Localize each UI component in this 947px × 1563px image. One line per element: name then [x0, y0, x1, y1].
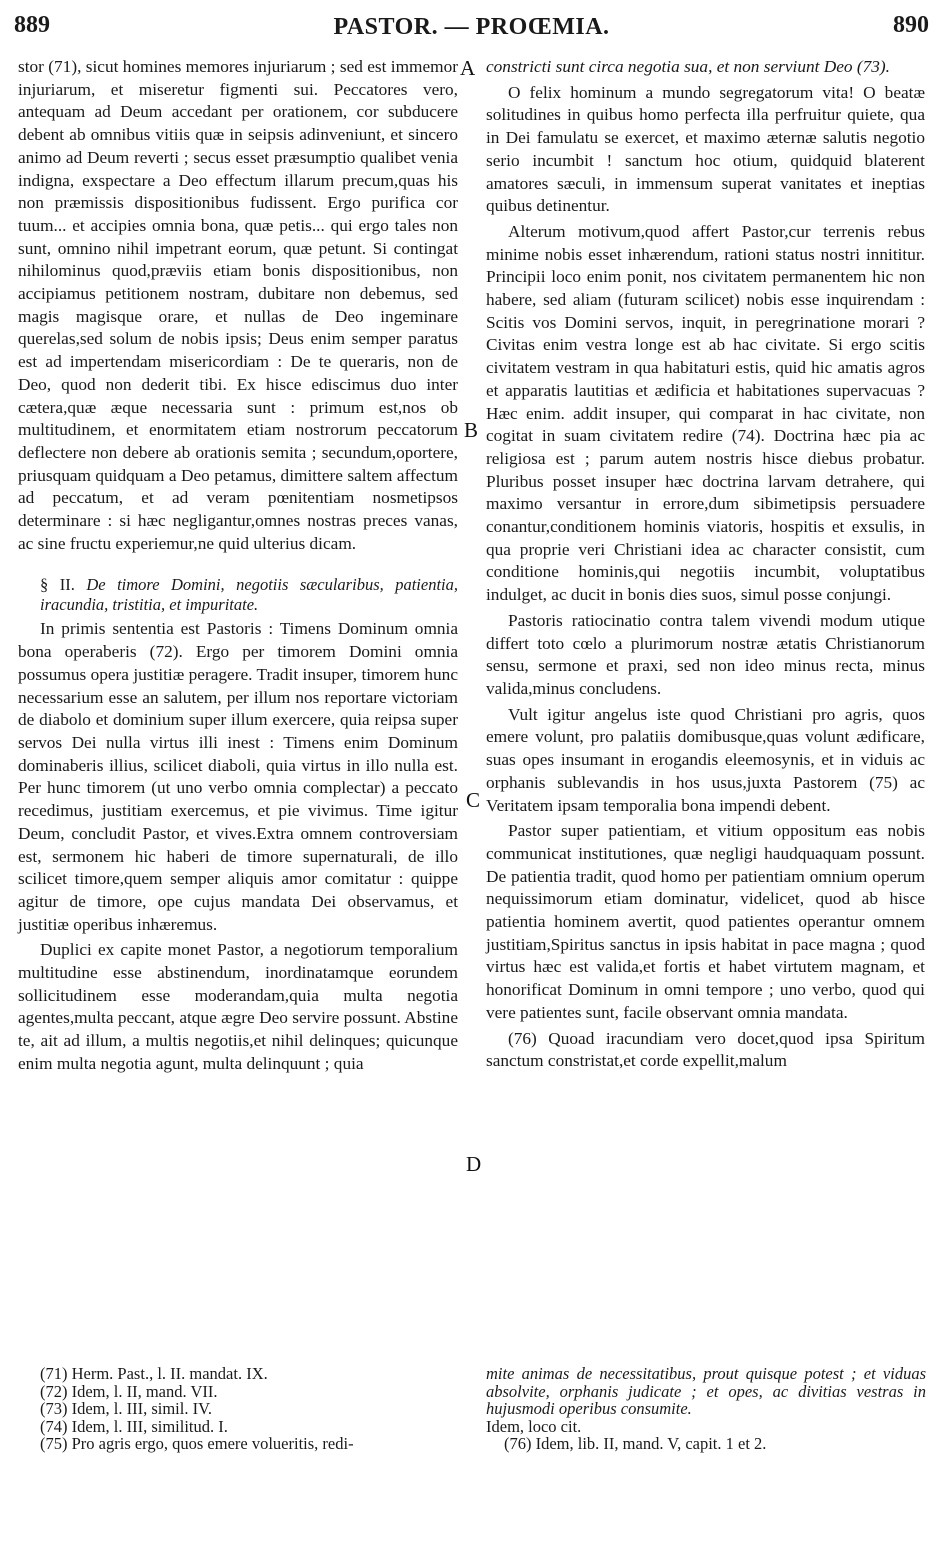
- section-number: § II.: [40, 575, 75, 595]
- margin-letter-b: B: [464, 418, 479, 442]
- footnote: (71) Herm. Past., l. II. mandat. IX.: [40, 1364, 268, 1383]
- right-column: [486, 56, 925, 1073]
- footnotes-left: [40, 1365, 460, 1453]
- footnote: (72) Idem, l. II, mand. VII.: [40, 1381, 218, 1401]
- paragraph: Pastor super patientiam, et vitium oppositum eas nobis communicat institutiones, quæ negligi haudquaquam possunt. De patientia tradit, quod homo per patientiam omnium operum nequissimorum etiam dominatur, videlicet, quod ab hisce patientia hominem avertit, quod patientes operantur omnem justitiam,Spiritus sanctus in ipsis habitat in pace magna ; quod virtus hæc est valida,et fortis et habet virtutem magnam, et honorificat Dominum in omni tempore ; uno verbo, quod qui vere patientes sunt, facile observant omnia mandata.: [486, 821, 925, 1022]
- footnote: (74) Idem, l. III, similitud. I.: [40, 1416, 228, 1436]
- paragraph: Vult igitur angelus iste quod Christiani pro agris, quos emere volunt, pro palatiis domibusque,quas volunt ædificare, suas opes insumant in erogandis eleemosynis, et in viduis ac orphanis sublevandis in hos usus,juxta Pastorem (75) ac Veritatem ipsam temporalia bona impendi debent.: [486, 704, 925, 815]
- footnotes-right: [486, 1365, 926, 1453]
- footnote: (76) Idem, lib. II, mand. V, capit. 1 et 2.: [504, 1434, 767, 1454]
- running-title: PASTOR. — PROŒMIA.: [333, 14, 610, 40]
- paragraph: constricti sunt circa negotia sua, et non serviunt Deo (73).: [486, 57, 890, 76]
- margin-letter-a: A: [460, 56, 476, 80]
- page-number-right: 890: [893, 12, 929, 38]
- running-head: [14, 12, 929, 46]
- footnote: (73) Idem, l. III, simil. IV.: [40, 1399, 213, 1419]
- paragraph: Duplici ex capite monet Pastor, a negotiorum temporalium multitudine esse abstinendum, inordinatamque eorundem sollicitudinem esse moderandam,quia multa negotia agentes,multa peccant, atque ægre Deo servire possunt. Abstine te, ait ad illum, a multis negotiis,et nihil delinques; quicunque enim multa negotia agunt, multa delinquunt ; quia: [18, 940, 458, 1073]
- footnote-continuation: mite animas de necessitatibus, prout quisque potest ; et viduas absolvite, orphanis judicate ; et opes, ac divitias vestras in hujusmodi operibus consumite.: [486, 1364, 926, 1419]
- section-heading: [18, 575, 458, 615]
- section-title: De timore Domini, negotiis sæcularibus, patientia, iracundia, tristitia, et impuritate.: [40, 575, 459, 615]
- paragraph: Alterum motivum,quod affert Pastor,cur terrenis rebus minime nobis esset inhærendum, rationi status nostri innititur. Principii loco enim ponit, nos civitatem permanentem hic non habere, sed aliam (futuram scilicet) nobis esse inquirendam : Scitis vos Domini servos, inquit, in peregrinatione morari ? Civitas enim vestra longe est ab hac civitate. Si ergo scitis civitatem vestram in qua habitaturi estis, quid hic amatis agros et apparatis lautitias et ædificia et habitationes supervacuas ? Hæc enim. addit insuper, qui comparat in hac civitate, non cogitat in suam civitatem redire (74). Doctrina hæc pia ac religiosa est ; parum autem nostris hisce diebus probatur. Pluribus posset insuper hæc doctrina larvam detrahere, qui maximo versantur in errore,dum sibimetipsis persuadere conantur,conditionem hominis viatoris, hospitis et exsulis, in qua proprie veri Christiani idea ac character consistit, cum conditione hominis,qui negotiis incumbit, voluptatibus indulget, ac ducit in bonis dies suos, simul posse conjungi.: [486, 221, 925, 605]
- left-column: [18, 56, 458, 1076]
- footnote: Idem, loco cit.: [486, 1416, 582, 1436]
- paragraph: stor (71), sicut homines memores injuriarum ; sed est immemor injuriarum, et miseretur figmenti sui. Peccatores vero, antequam ad Deum accedant per orationem, cor subducere debent ab omnibus vitiis quæ in seipsis adinveniunt, et sincero animo ad Deum reverti ; secus esset præsumptio qualibet venia indigna, exspectare a Deo effectum illarum precum,quas his non præmissis dispositionibus fudissent. Ergo purifica cor tuum... et accipies omnia bona, quæ petis... qui ergo tales non sunt, omnino nihil impetrant eorum, quæ petunt. Si contingat nihilominus quod,præviis etiam bonis dispositionibus, non accipiamus petitionem nostram, dubitare non debemus, sed magis magisque orare, et nullas de Deo ingeminare querelas,sed solum de nobis ipsis; Deus enim semper paratus est ad impertendam misericordiam : De te queraris, non de Deo, quod non dederit tibi. Ex hisce ediscimus duo inter cætera,quæ æque necessaria sunt : primum est,nos ob multitudinem, et enormitatem etiam nostrorum peccatorum deflectere non debere ab orationis semita ; secundum,oportere, priusquam quidquam a Deo petamus, dimittere saltem affectum ad peccatum, et ad veram pœnitentiam nosmetipsos determinare : si hæc negligantur,omnes nostras preces vanas, ac sine fructu experiemur,ne quid ulterius dicam.: [18, 57, 458, 553]
- paragraph: O felix hominum a mundo segregatorum vita! O beatæ solitudines in quibus homo perfecta illa perfruitur quiete, qua in Dei famulatu se exercet, et maximo æternæ salutis negotio serio incumbit ! sanctum hoc otium, quidquid blaterent amatores sæculi, in immensum superat vanitates et ineptias quibus detinentur.: [486, 82, 925, 216]
- margin-letter-d: D: [466, 1152, 482, 1176]
- page-number-left: 889: [14, 12, 50, 38]
- margin-letter-c: C: [466, 788, 481, 812]
- paragraph: Pastoris ratiocinatio contra talem vivendi modum utique differt toto cœlo a plurimorum nostræ ætatis Christianorum sensu, sermone et praxi, sed non ideo minus recta, minus valida,minus concludens.: [486, 610, 925, 698]
- footnote: (75) Pro agris ergo, quos emere volueritis, redi-: [40, 1434, 354, 1454]
- paragraph: In primis sententia est Pastoris : Timens Dominum omnia bona operaberis (72). Ergo per timorem Domini omnia possumus opera justitiæ peragere. Tradit insuper, timorem hunc necessarium esse an salutem, per illum nos reportare victoriam de diabolo et dominium super illum exercere, quia reipsa super servos Dei nulla virtus illi inest : Timens enim Dominum dominaberis illius, scilicet diaboli, quia virtus in illo nulla est. Per hunc timorem (ut uno verbo omnia complectar) a peccato recedimus, justitiam exercemus, et pie vivimus. Time igitur Deum, concludit Pastor, et vives.Extra omnem controversiam est, sermonem hic haberi de timore supernaturali, de illo scilicet timore,quem semper aliquis amor comitatur : quippe agitur de timore, ope cujus mandata Dei observamus, et justitiæ operibus inhæremus.: [18, 619, 458, 934]
- paragraph: (76) Quoad iracundiam vero docet,quod ipsa Spiritum sanctum constristat,et corde expellit,malum: [486, 1028, 925, 1071]
